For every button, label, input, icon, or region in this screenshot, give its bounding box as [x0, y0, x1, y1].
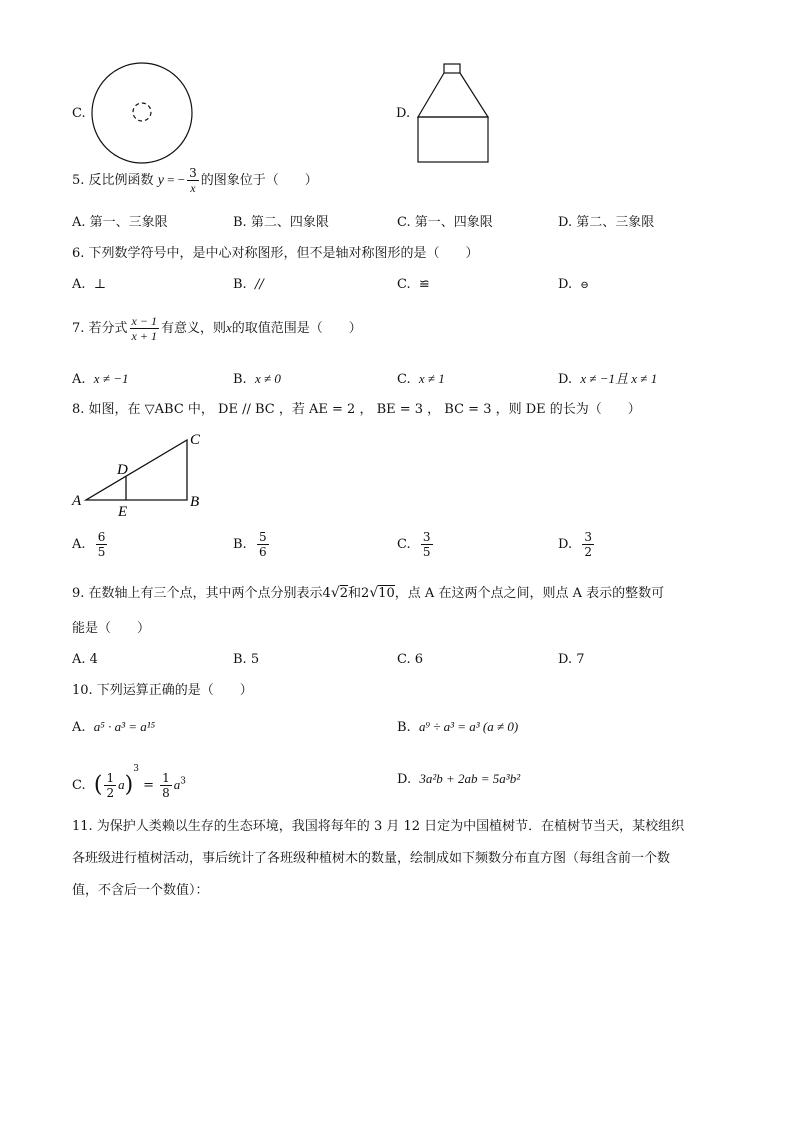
- q8-option-d[interactable]: [558, 530, 596, 559]
- q10-c-inner-frac: [104, 771, 116, 800]
- q7-fraction: [130, 314, 159, 343]
- question-7-suffix: 的取值范围是（ ）: [231, 321, 362, 336]
- outer-circle: [92, 63, 192, 163]
- q8-option-c[interactable]: [397, 530, 435, 559]
- q7-option-b[interactable]: [233, 370, 281, 389]
- question-11-line-2: 各班级进行植树活动，事后统计了各班级种植树木的数量，绘制成如下频数分布直方图（每组含前一个数: [72, 851, 671, 866]
- q8-option-a-frac: [96, 530, 108, 559]
- q8-option-c-frac: [421, 530, 433, 559]
- q9-option-c[interactable]: C. 6: [397, 652, 424, 667]
- triangle-diagram: [70, 428, 210, 520]
- q10-c-num: 1: [106, 771, 115, 785]
- q5-den: x: [190, 181, 196, 195]
- question-5: [72, 166, 318, 195]
- q8-b-num: 5: [258, 530, 267, 544]
- q9-radical-2: 2√10: [361, 585, 395, 601]
- q10-option-c-letter: C.: [72, 778, 86, 793]
- q6-option-b[interactable]: [233, 276, 264, 294]
- label-b: B: [190, 494, 200, 510]
- q6-option-c-symbol: ≌: [418, 277, 430, 292]
- q10-option-a-letter: A.: [72, 720, 86, 735]
- q8-option-d-frac: [582, 530, 594, 559]
- q7-den: x + 1: [131, 329, 157, 343]
- q10-option-b-letter: B.: [397, 720, 411, 735]
- q10-c-rhs-den: 8: [162, 786, 170, 800]
- label-a: A: [72, 493, 82, 509]
- question-7-prefix: 7. 若分式: [72, 321, 128, 336]
- q7-option-a-expr: x ≠ −1: [93, 371, 129, 386]
- q10-option-a-expr: a⁵ · a³ = a¹⁵: [93, 719, 156, 734]
- q6-option-c[interactable]: [397, 276, 430, 294]
- question-7: [72, 314, 362, 343]
- question-6: 6. 下列数学符号中，是中心对称图形，但不是轴对称图形的是（ ）: [72, 246, 479, 261]
- q6-option-a[interactable]: [72, 276, 106, 294]
- q5-option-c[interactable]: C. 第一、四象限: [397, 215, 493, 230]
- q7-option-d-letter: D.: [558, 372, 573, 387]
- label-c: C: [190, 432, 201, 448]
- q7-option-c-letter: C.: [397, 372, 411, 387]
- q10-c-rhs-num: 1: [162, 771, 170, 785]
- q6-option-b-letter: B.: [233, 277, 247, 292]
- q8-b-den: 6: [258, 545, 267, 559]
- q6-option-d-letter: D.: [558, 277, 573, 292]
- q8-option-c-letter: C.: [397, 537, 411, 552]
- q5-num: 3: [189, 166, 197, 180]
- q7-option-a[interactable]: [72, 370, 128, 389]
- q10-c-den: 2: [106, 786, 115, 800]
- triangle-abc: [86, 440, 187, 500]
- q6-option-a-symbol: ⊥: [93, 277, 107, 292]
- label-e: E: [118, 504, 128, 520]
- q8-d-den: 2: [584, 545, 592, 559]
- q8-option-a-letter: A.: [72, 537, 86, 552]
- q9-r2-coef: 2: [361, 586, 370, 601]
- q10-option-d[interactable]: [397, 770, 520, 789]
- q8-c-den: 5: [422, 545, 431, 559]
- q8-a-den: 5: [97, 545, 106, 559]
- q10-c-rhs-frac: [160, 771, 172, 800]
- q9-r1-coef: 4: [322, 586, 331, 601]
- q9-radical-1: 4√2: [322, 585, 349, 601]
- q6-option-a-letter: A.: [72, 277, 86, 292]
- q7-option-c-expr: x ≠ 1: [418, 371, 445, 386]
- q9-option-a[interactable]: A. 4: [72, 652, 98, 667]
- question-9-line-2: 能是（ ）: [72, 621, 151, 636]
- figure-circle: [90, 62, 196, 166]
- q6-option-c-letter: C.: [397, 277, 411, 292]
- q9-r2: 10: [378, 586, 395, 601]
- q10-option-c[interactable]: C. ( $\frac{1}{2}$ a)$^3$ = $\frac{1}{8}$ $a^3$: [72, 764, 186, 800]
- q5-option-b[interactable]: B. 第二、四象限: [233, 215, 329, 230]
- option-label-c-figure: C.: [72, 106, 86, 121]
- question-7-mid: 有意义，则: [160, 321, 226, 336]
- q5-fraction: [187, 166, 199, 195]
- question-9-line-1: [72, 584, 664, 603]
- q7-var: x: [226, 320, 232, 335]
- q9-option-d[interactable]: D. 7: [558, 652, 585, 667]
- q10-option-b-expr: a⁹ ÷ a³ = a³ (a ≠ 0): [418, 719, 519, 734]
- q5-option-a[interactable]: A. 第一、三象限: [72, 215, 168, 230]
- question-5-suffix: 的图象位于（ ）: [200, 173, 318, 188]
- q6-option-d[interactable]: [558, 276, 589, 295]
- q8-option-d-letter: D.: [558, 537, 573, 552]
- q10-option-d-letter: D.: [397, 772, 412, 787]
- q7-option-c[interactable]: [397, 370, 445, 389]
- q6-option-b-symbol: //: [254, 277, 264, 292]
- q10-option-b[interactable]: [397, 718, 518, 737]
- q10-option-d-expr: 3a²b + 2ab = 5a³b²: [419, 771, 521, 786]
- question-10: 10. 下列运算正确的是（ ）: [72, 683, 253, 698]
- question-11-line-3: 值，不含后一个数值）：: [72, 883, 209, 898]
- figure-house: [414, 62, 494, 166]
- roof: [418, 73, 488, 117]
- q7-option-a-letter: A.: [72, 372, 86, 387]
- q9-line1-b: ，点 A 在这两个点之间，则点 A 表示的整数可: [394, 586, 665, 601]
- q5-option-d[interactable]: D. 第二、三象限: [558, 215, 655, 230]
- q7-option-d[interactable]: [558, 370, 657, 389]
- q8-option-b[interactable]: [233, 530, 271, 559]
- q8-option-a[interactable]: [72, 530, 109, 559]
- house-body: [418, 117, 488, 162]
- q7-option-b-expr: x ≠ 0: [254, 371, 281, 386]
- q5-y: y: [157, 173, 164, 188]
- q10-option-a[interactable]: [72, 718, 155, 737]
- q5-eq: = −: [163, 172, 186, 187]
- label-d: D: [117, 462, 128, 478]
- question-11-line-1: 11. 为保护人类赖以生存的生态环境，我国将每年的 3 月 12 日定为中国植树节．在植树节当天，某校组织: [72, 819, 685, 834]
- chimney-top: [444, 64, 460, 73]
- inner-dashed-circle: [133, 103, 151, 121]
- option-label-d-figure: D.: [396, 106, 411, 121]
- q8-d-num: 3: [584, 530, 592, 544]
- q8-c-num: 3: [422, 530, 431, 544]
- q9-r1: 2: [339, 586, 349, 601]
- question-5-prefix: 5. 反比例函数: [72, 173, 154, 188]
- q9-line1-a: 9. 在数轴上有三个点，其中两个点分别表示: [72, 586, 323, 601]
- q7-option-b-letter: B.: [233, 372, 247, 387]
- q7-option-d-expr: x ≠ −1且 x ≠ 1: [580, 371, 658, 386]
- q8-option-b-frac: [257, 530, 269, 559]
- q9-option-b[interactable]: B. 5: [233, 652, 260, 667]
- question-8: 8. 如图，在 ▽ABC 中， DE // BC ，若 AE = 2 ， BE = 3 ， BC = 3 ，则 DE 的长为（ ）: [72, 402, 641, 417]
- q9-and: 和: [348, 586, 362, 601]
- q8-a-num: 6: [97, 530, 106, 544]
- q8-option-b-letter: B.: [233, 537, 247, 552]
- q7-num: x − 1: [131, 314, 157, 328]
- q6-option-d-symbol: ⊖: [580, 280, 589, 291]
